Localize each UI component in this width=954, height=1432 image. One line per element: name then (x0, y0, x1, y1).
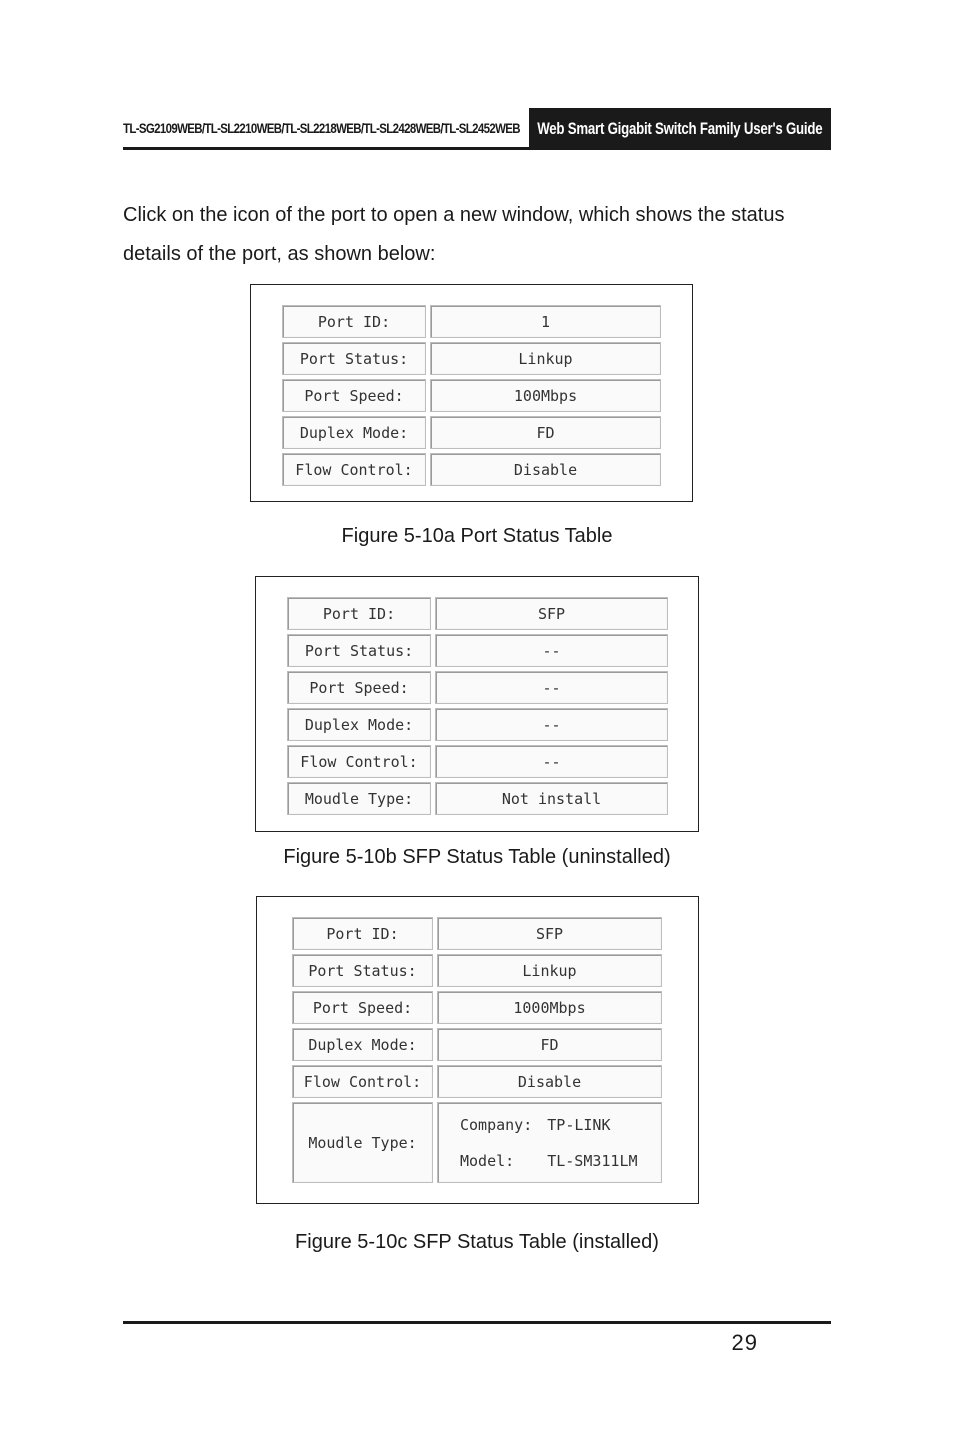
table-row (292, 1065, 662, 1098)
field-label: Port Status: (282, 342, 426, 375)
model-value: TL-SM311LM (547, 1151, 638, 1170)
field-label: Port ID: (287, 597, 431, 630)
page-header (123, 108, 831, 150)
field-value: Disable (430, 453, 661, 486)
page-number: 29 (731, 1330, 758, 1355)
figure-port-status (250, 284, 693, 502)
field-value: FD (437, 1028, 662, 1061)
model-line (460, 1143, 661, 1179)
table-row (282, 453, 661, 486)
field-value: Disable (437, 1065, 662, 1098)
figure-caption: Figure 5-10b SFP Status Table (uninstalled) (283, 846, 671, 868)
table-row (287, 634, 668, 667)
field-value: Not install (435, 782, 668, 815)
field-label: Duplex Mode: (282, 416, 426, 449)
table-row (287, 597, 668, 630)
company-label: Company: (460, 1115, 533, 1134)
field-label: Port Status: (287, 634, 431, 667)
header-models: TL-SG2109WEB/TL-SL2210WEB/TL-SL2218WEB/TL-SL2428WEB/TL-SL2452WEB (123, 120, 520, 136)
table-row (282, 379, 661, 412)
field-value: -- (435, 708, 668, 741)
figure-sfp-installed (256, 896, 699, 1204)
field-label: Moudle Type: (292, 1102, 433, 1183)
field-value: SFP (435, 597, 668, 630)
figure-caption: Figure 5-10a Port Status Table (341, 525, 613, 547)
model-label: Model: (460, 1151, 515, 1170)
table-row (287, 745, 668, 778)
field-value: Linkup (437, 954, 662, 987)
field-label: Port ID: (282, 305, 426, 338)
company-value: TP-LINK (547, 1115, 611, 1134)
table-row (292, 917, 662, 950)
field-value: 100Mbps (430, 379, 661, 412)
field-label: Port Status: (292, 954, 433, 987)
field-label: Port Speed: (282, 379, 426, 412)
table-row (282, 342, 661, 375)
intro-paragraph (123, 196, 835, 274)
sfp-uninstalled-table (283, 593, 672, 819)
table-row (292, 954, 662, 987)
table-row (292, 1028, 662, 1061)
sfp-installed-table (288, 913, 666, 1187)
table-row (287, 782, 668, 815)
field-label: Port ID: (292, 917, 433, 950)
field-value: 1000Mbps (437, 991, 662, 1024)
field-label: Port Speed: (292, 991, 433, 1024)
intro-line-1: Click on the icon of the port to open a new window, which shows the status (123, 204, 785, 226)
table-row (292, 991, 662, 1024)
field-label: Moudle Type: (287, 782, 431, 815)
table-row (287, 671, 668, 704)
port-status-table (278, 301, 665, 490)
field-value: FD (430, 416, 661, 449)
module-info-cell (437, 1102, 662, 1183)
field-value: -- (435, 745, 668, 778)
table-row (282, 416, 661, 449)
field-value: Linkup (430, 342, 661, 375)
intro-line-2: details of the port, as shown below: (123, 243, 436, 265)
field-label: Flow Control: (287, 745, 431, 778)
field-value: SFP (437, 917, 662, 950)
header-rule (123, 147, 831, 150)
table-row (282, 305, 661, 338)
field-value: -- (435, 671, 668, 704)
field-label: Flow Control: (292, 1065, 433, 1098)
field-label: Duplex Mode: (292, 1028, 433, 1061)
figure-caption: Figure 5-10c SFP Status Table (installed) (295, 1231, 659, 1253)
footer-rule (123, 1321, 831, 1324)
table-row (287, 708, 668, 741)
company-line (460, 1107, 661, 1143)
field-label: Port Speed: (287, 671, 431, 704)
table-row (292, 1102, 662, 1183)
field-value: 1 (430, 305, 661, 338)
field-value: -- (435, 634, 668, 667)
field-label: Duplex Mode: (287, 708, 431, 741)
figure-sfp-uninstalled (255, 576, 699, 832)
header-guide-title: Web Smart Gigabit Switch Family User's Guide (529, 108, 831, 150)
field-label: Flow Control: (282, 453, 426, 486)
